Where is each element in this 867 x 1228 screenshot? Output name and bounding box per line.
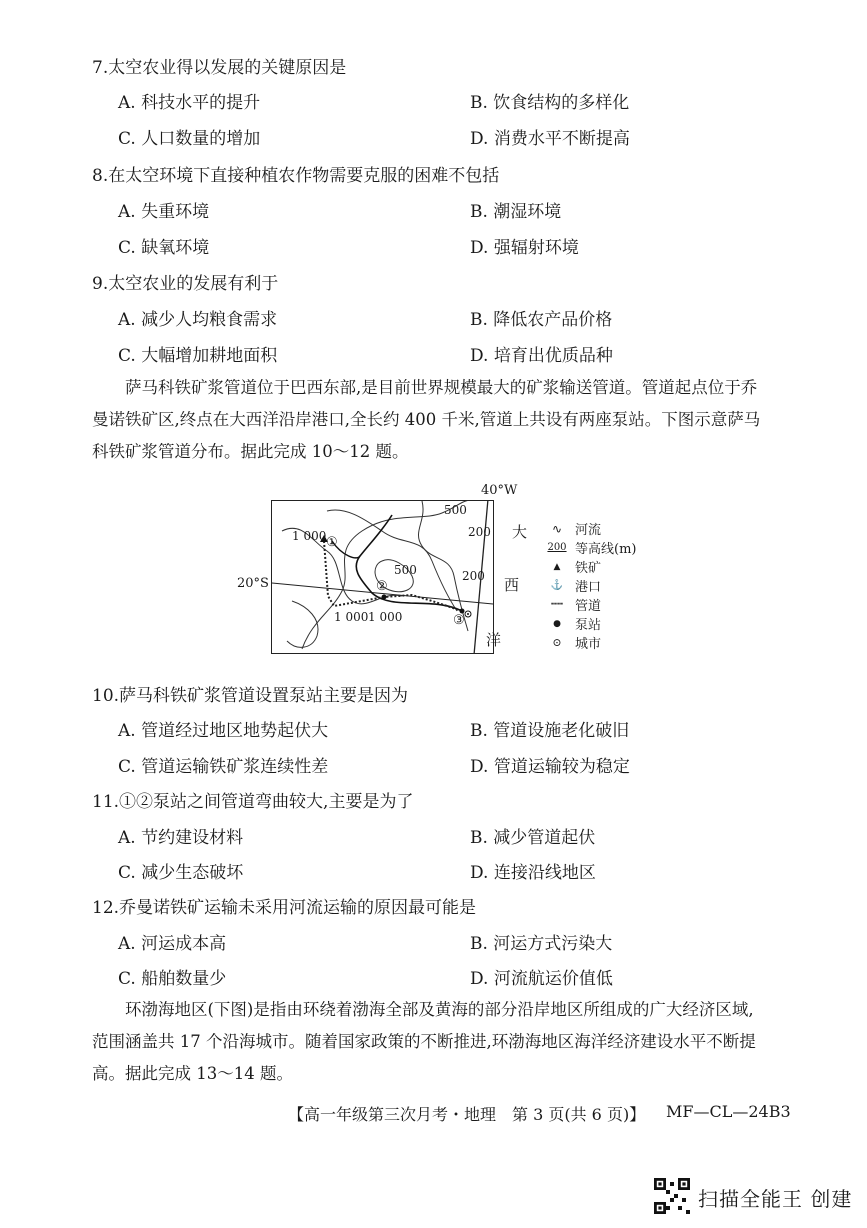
map-drawing — [272, 501, 493, 653]
ocean-label-da: 大 — [512, 523, 528, 541]
question-7-option-d[interactable]: D. 消费水平不断提高 — [470, 129, 630, 149]
question-9-option-d[interactable]: D. 培育出优质品种 — [470, 346, 613, 366]
iron-mine-icon: ▲ — [553, 561, 561, 572]
ocean-label-xi: 西 — [504, 576, 520, 594]
contour-line — [287, 601, 318, 647]
passage-line: 高。据此完成 13～14 题。 — [92, 1064, 293, 1083]
contour-label: 1 000 — [334, 610, 369, 624]
page-footer-code: MF—CL—24B3 — [666, 1102, 791, 1121]
station-label-3: ③ — [453, 613, 465, 628]
question-10-option-a[interactable]: A. 管道经过地区地势起伏大 — [118, 721, 329, 741]
legend-label: 铁矿 — [575, 561, 602, 576]
question-8-stem: 8.在太空环境下直接种植农作物需要克服的困难不包括 — [92, 166, 500, 186]
legend-label: 城市 — [575, 637, 602, 652]
question-8-option-d[interactable]: D. 强辐射环境 — [470, 238, 579, 258]
legend-river — [545, 519, 601, 538]
latitude-label: 20°S — [237, 576, 269, 591]
question-10-option-c[interactable]: C. 管道运输铁矿浆连续性差 — [118, 757, 329, 777]
question-11-option-d[interactable]: D. 连接沿线地区 — [470, 863, 596, 883]
legend-label: 河流 — [575, 523, 602, 538]
contour-label: 200 — [468, 525, 491, 539]
question-12-option-d[interactable]: D. 河流航运价值低 — [470, 969, 613, 989]
contour-icon: 200 — [547, 542, 567, 553]
passage-line: 萨马科铁矿浆管道位于巴西东部,是目前世界规模最大的矿浆输送管道。管道起点位于乔 — [125, 378, 758, 397]
question-8-option-a[interactable]: A. 失重环境 — [118, 202, 210, 222]
question-10-option-b[interactable]: B. 管道设施老化破旧 — [470, 721, 630, 741]
passage-samarco-pipeline — [92, 372, 792, 468]
question-11-stem: 11.①②泵站之间管道弯曲较大,主要是为了 — [92, 792, 414, 812]
passage-line: 环渤海地区(下图)是指由环绕着渤海全部及黄海的部分沿岸地区所组成的广大经济区域, — [125, 1000, 754, 1019]
city-icon: ⊙ — [552, 636, 562, 649]
station-label-2: ② — [376, 579, 388, 594]
question-12-option-c[interactable]: C. 船舶数量少 — [118, 969, 227, 989]
legend-label: 管道 — [575, 599, 602, 614]
page-footer-title: 【高一年级第三次月考・地理 第 3 页(共 6 页)】 — [288, 1105, 646, 1124]
station-label-1: ① — [326, 535, 338, 550]
contour-label: 1 000 — [292, 529, 327, 543]
question-9-option-b[interactable]: B. 降低农产品价格 — [470, 310, 613, 330]
passage-line: 曼诺铁矿区,终点在大西洋沿岸港口,全长约 400 千米,管道上共设有两座泵站。下图示意萨马 — [92, 410, 761, 429]
question-8-option-c[interactable]: C. 缺氧环境 — [118, 238, 210, 258]
question-7-option-b[interactable]: B. 饮食结构的多样化 — [470, 93, 630, 113]
question-11-option-a[interactable]: A. 节约建设材料 — [118, 828, 244, 848]
legend-contour — [545, 538, 636, 557]
question-7-option-a[interactable]: A. 科技水平的提升 — [118, 93, 261, 113]
legend-pump-station — [545, 614, 601, 633]
pump-station-icon: ● — [553, 618, 561, 629]
contour-label: 500 — [444, 503, 467, 517]
question-7-option-c[interactable]: C. 人口数量的增加 — [118, 129, 261, 149]
question-11-option-b[interactable]: B. 减少管道起伏 — [470, 828, 596, 848]
question-11-option-c[interactable]: C. 减少生态破坏 — [118, 863, 244, 883]
city-marker-dot — [467, 613, 469, 615]
question-12-option-b[interactable]: B. 河运方式污染大 — [470, 934, 613, 954]
pipeline-map — [271, 500, 528, 654]
question-12-option-a[interactable]: A. 河运成本高 — [118, 934, 227, 954]
river-icon: ∿ — [551, 521, 563, 536]
contour-label: 200 — [462, 569, 485, 583]
passage-line: 范围涵盖共 17 个沿海城市。随着国家政策的不断推进,环渤海地区海洋经济建设水平不断提 — [92, 1032, 756, 1051]
legend-label: 等高线(m) — [575, 542, 637, 557]
legend-port — [545, 576, 601, 595]
pump-station-marker — [382, 595, 387, 600]
question-7-stem: 7.太空农业得以发展的关键原因是 — [92, 58, 347, 78]
contour-label: 1 000 — [368, 610, 403, 624]
legend-pipeline — [545, 595, 601, 614]
question-8-option-b[interactable]: B. 潮湿环境 — [470, 202, 562, 222]
question-9-stem: 9.太空农业的发展有利于 — [92, 274, 279, 294]
legend-label: 泵站 — [575, 618, 602, 633]
passage-line: 科铁矿浆管道分布。据此完成 10～12 题。 — [92, 442, 409, 461]
ocean-label-yang: 洋 — [486, 631, 502, 649]
legend-city — [545, 633, 601, 652]
scanner-watermark: 扫描全能王 创建 — [698, 1187, 853, 1211]
question-12-stem: 12.乔曼诺铁矿运输未采用河流运输的原因最可能是 — [92, 898, 477, 918]
contour-label: 500 — [394, 563, 417, 577]
pipeline-icon: ┅┅ — [550, 599, 564, 610]
question-10-stem: 10.萨马科铁矿浆管道设置泵站主要是因为 — [92, 686, 409, 706]
legend-iron-mine — [545, 557, 601, 576]
question-9-option-a[interactable]: A. 减少人均粮食需求 — [118, 310, 278, 330]
longitude-label: 40°W — [481, 483, 518, 498]
question-10-option-d[interactable]: D. 管道运输较为稳定 — [470, 757, 630, 777]
legend-label: 港口 — [575, 580, 602, 595]
question-9-option-c[interactable]: C. 大幅增加耕地面积 — [118, 346, 278, 366]
port-icon: ⚓ — [550, 580, 564, 591]
qr-code-icon — [654, 1178, 690, 1214]
passage-bohai-rim — [92, 994, 792, 1090]
